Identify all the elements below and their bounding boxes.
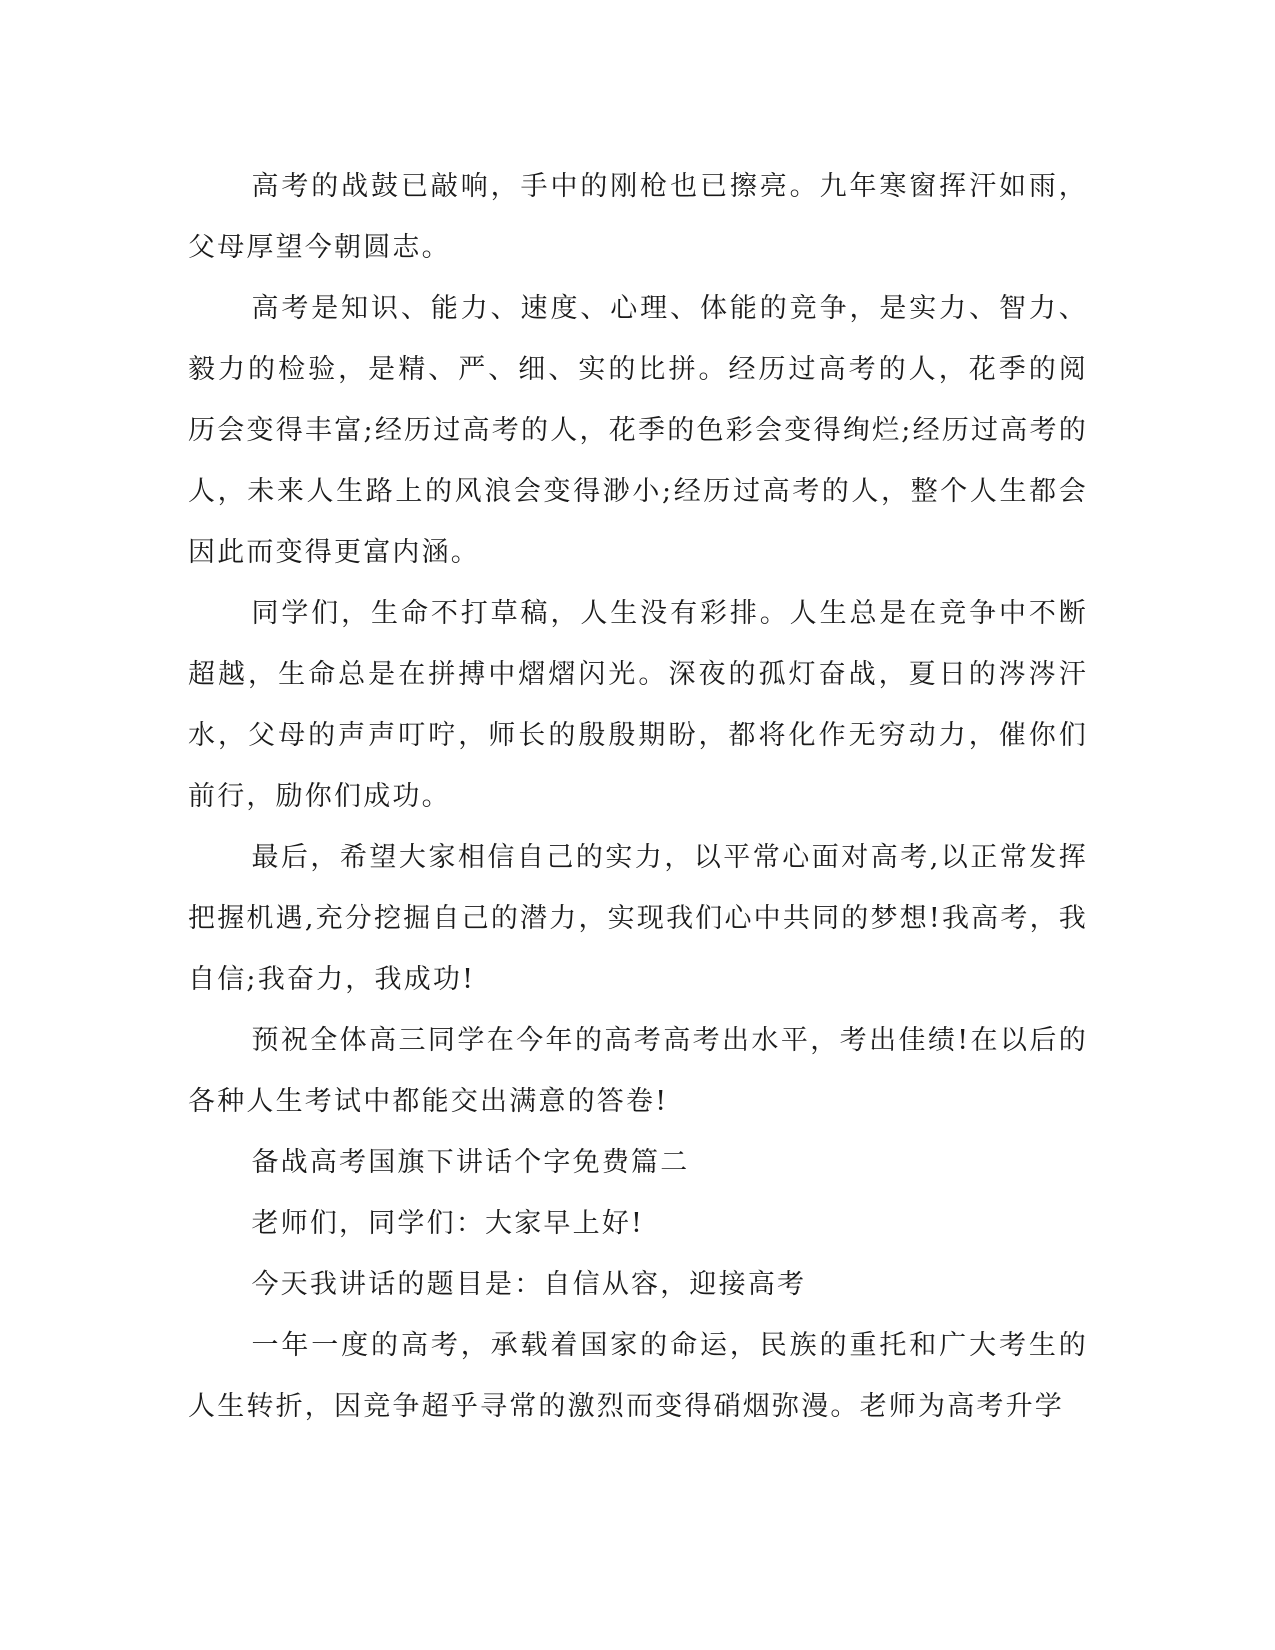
section-heading: 备战高考国旗下讲话个字免费篇二 xyxy=(251,1147,690,1178)
paragraph-2: 高考是知识、能力、速度、心理、体能的竞争，是实力、智力、毅力的检验，是精、严、细、实的比拼。经历过高考的人，花季的阅历会变得丰富;经历过高考的人，花季的色彩会变得绚烂;经历过高考的人，未来人生路上的风浪会变得渺小;经历过高考的人，整个人生都会因此而变得更富内涵。 xyxy=(188,293,1088,568)
paragraph-5: 预祝全体高三同学在今年的高考高考出水平，考出佳绩!在以后的各种人生考试中都能交出满意的答卷! xyxy=(188,1025,1088,1117)
paragraph-4: 最后，希望大家相信自己的实力，以平常心面对高考,以正常发挥把握机遇,充分挖掘自己的潜力，实现我们心中共同的梦想!我高考，我自信;我奋力，我成功! xyxy=(188,842,1088,995)
paragraph-9: 一年一度的高考，承载着国家的命运，民族的重托和广大考生的人生转折，因竞争超乎寻常的激烈而变得硝烟弥漫。老师为高考升学 xyxy=(188,1330,1088,1422)
document-body xyxy=(188,156,1088,1437)
speech-topic: 今天我讲话的题目是：自信从容，迎接高考 xyxy=(251,1269,807,1300)
paragraph-3: 同学们，生命不打草稿，人生没有彩排。人生总是在竞争中不断超越，生命总是在拼搏中熠熠闪光。深夜的孤灯奋战，夏日的涔涔汗水，父母的声声叮咛，师长的殷殷期盼，都将化作无穷动力，催你们前行，励你们成功。 xyxy=(188,598,1088,812)
greeting: 老师们，同学们：大家早上好! xyxy=(251,1208,645,1239)
paragraph-1: 高考的战鼓已敲响，手中的刚枪也已擦亮。九年寒窗挥汗如雨，父母厚望今朝圆志。 xyxy=(188,171,1088,263)
